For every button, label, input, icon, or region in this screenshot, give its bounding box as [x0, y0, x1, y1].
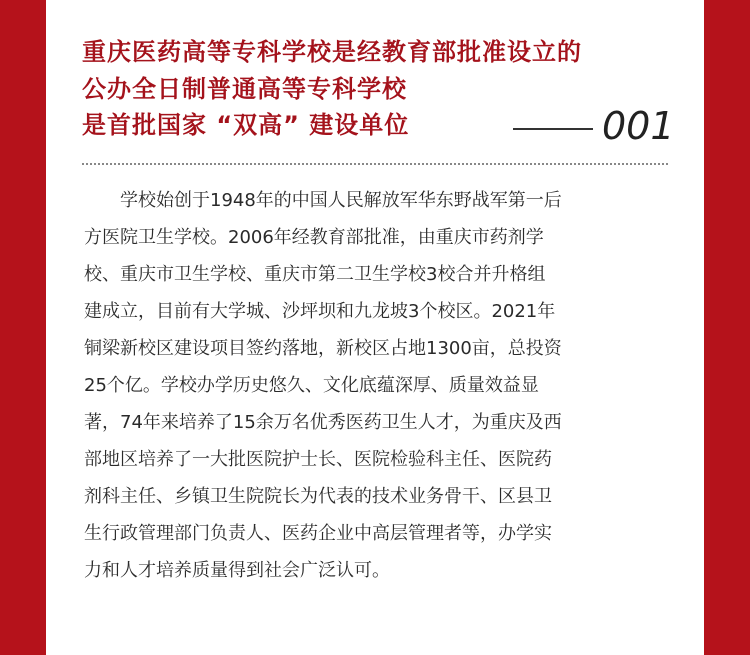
dotted-divider — [82, 163, 668, 165]
body-line: 建成立，目前有大学城、沙坪坝和九龙坡3个校区。2021年 — [84, 301, 556, 322]
section-number: 001 — [602, 104, 675, 148]
headline-line-3: 是首批国家 “双高” 建设单位 — [82, 111, 410, 139]
headline-line-2: 公办全日制普通高等专科学校 — [82, 74, 407, 103]
headline-line-1: 重庆医药高等专科学校是经教育部批准设立的 — [82, 38, 582, 66]
number-rule — [513, 128, 593, 130]
body-line: 剂科主任、乡镇卫生院院长为代表的技术业务骨干、区县卫 — [84, 486, 552, 507]
body-line: 部地区培养了一大批医院护士长、医院检验科主任、医院药 — [84, 449, 552, 470]
body-line: 25个亿。学校办学历史悠久、文化底蕴深厚、质量效益显 — [84, 375, 539, 396]
body-line: 生行政管理部门负责人、医药企业中高层管理者等，办学实 — [84, 523, 552, 544]
body-line: 著，74年来培养了15余万名优秀医药卫生人才，为重庆及西 — [84, 412, 562, 433]
body-line: 学校始创于1948年的中国人民解放军华东野战军第一后 — [84, 190, 562, 211]
body-paragraph — [84, 182, 670, 589]
body-line: 方医院卫生学校。2006年经教育部批准，由重庆市药剂学 — [84, 227, 544, 248]
body-line: 铜梁新校区建设项目签约落地，新校区占地1300亩，总投资 — [84, 338, 562, 359]
body-line: 力和人才培养质量得到社会广泛认可。 — [84, 560, 390, 581]
body-line: 校、重庆市卫生学校、重庆市第二卫生学校3校合并升格组 — [84, 264, 546, 285]
